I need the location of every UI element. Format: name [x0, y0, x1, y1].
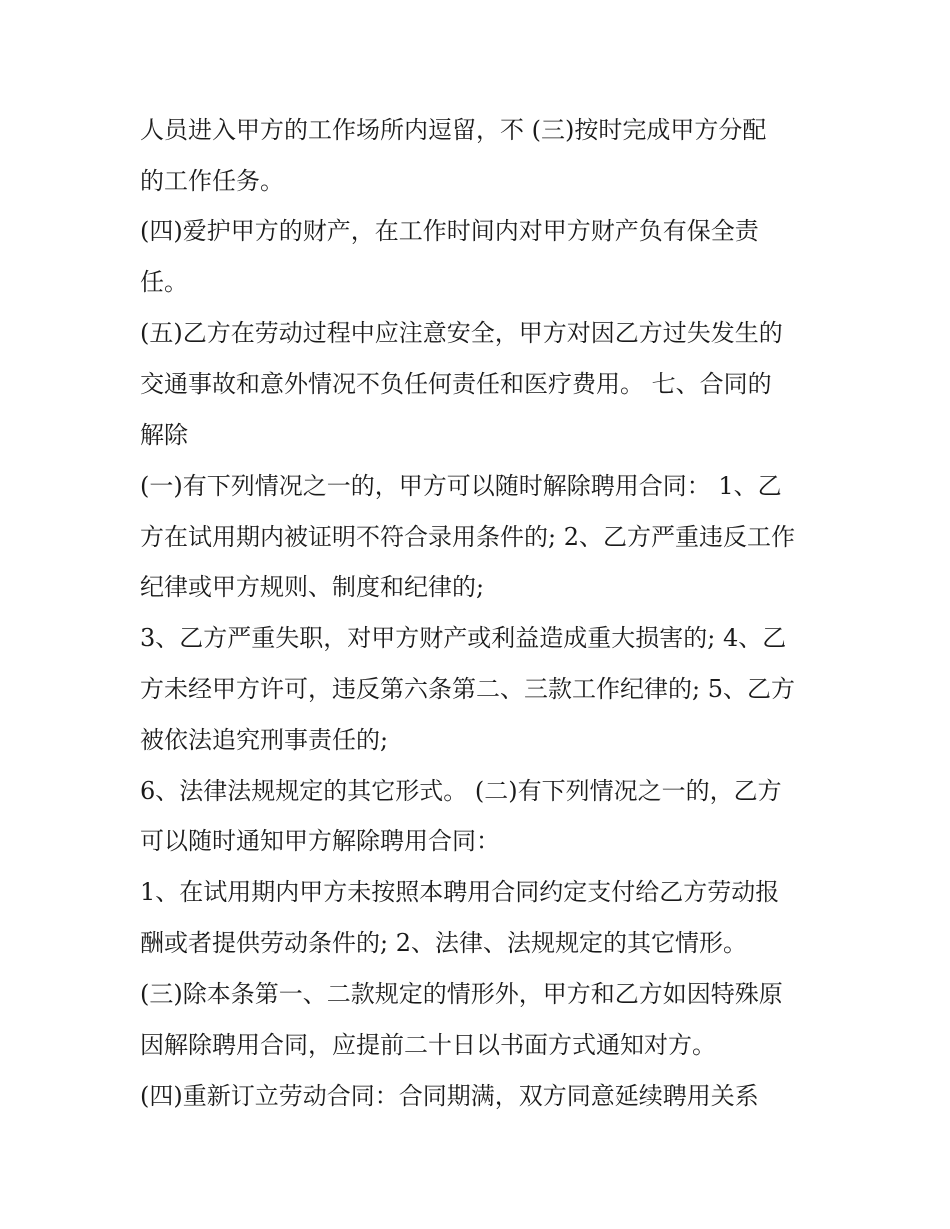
text-line: 解除 — [140, 421, 188, 449]
text-line: 酬或者提供劳动条件的; 2、法律、法规规定的其它情形。 — [140, 929, 747, 957]
text-line: 方未经甲方许可，违反第六条第二、三款工作纪律的; 5、乙方 — [140, 675, 795, 703]
text-line: 可以随时通知甲方解除聘用合同： — [140, 827, 500, 855]
text-line: (五)乙方在劳动过程中应注意安全，甲方对因乙方过失发生的 — [140, 319, 783, 347]
text-line: (三)除本条第一、二款规定的情形外，甲方和乙方如因特殊原 — [140, 980, 783, 1008]
text-line: 被依法追究刑事责任的; — [140, 726, 389, 754]
text-line: 1、在试用期内甲方未按照本聘用合同约定支付给乙方劳动报 — [140, 878, 780, 906]
text-line: 纪律或甲方规则、制度和纪律的; — [140, 573, 485, 601]
text-line: 3、乙方严重失职，对甲方财产或利益造成重大损害的; 4、乙 — [140, 624, 787, 652]
text-line: (四)重新订立劳动合同：合同期满，双方同意延续聘用关系 — [140, 1082, 759, 1110]
text-line: 的工作任务。 — [140, 167, 284, 195]
text-line: 任。 — [140, 268, 188, 296]
text-line: 方在试用期内被证明不符合录用条件的; 2、乙方严重违反工作 — [140, 523, 795, 551]
text-line: (一)有下列情况之一的，甲方可以随时解除聘用合同： 1、乙 — [140, 472, 782, 500]
text-line: 交通事故和意外情况不负任何责任和医疗费用。 七、合同的 — [140, 370, 772, 398]
text-line: 6、法律法规规定的其它形式。 (二)有下列情况之一的，乙方 — [140, 777, 782, 805]
text-line: 人员进入甲方的工作场所内逗留，不 (三)按时完成甲方分配 — [140, 116, 767, 144]
text-line: 因解除聘用合同，应提前二十日以书面方式通知对方。 — [140, 1031, 716, 1059]
text-line: (四)爱护甲方的财产，在工作时间内对甲方财产负有保全责 — [140, 217, 759, 245]
